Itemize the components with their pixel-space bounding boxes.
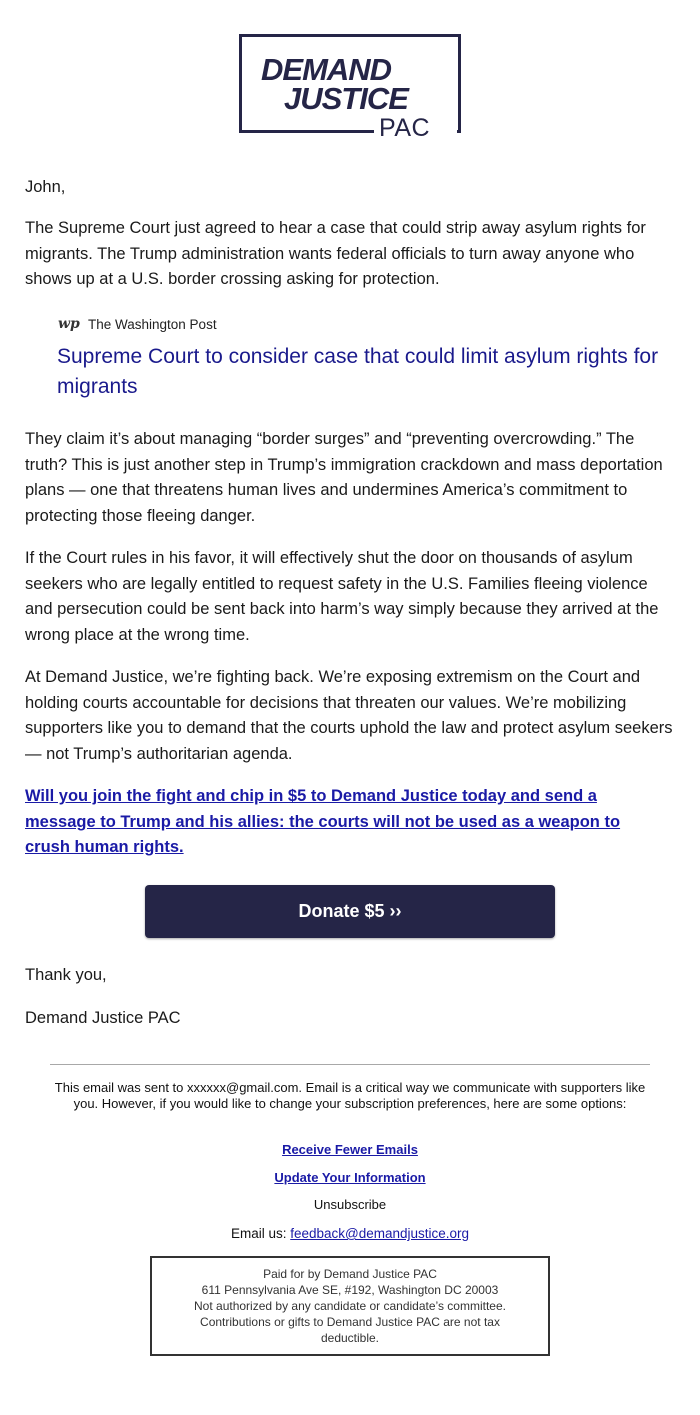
washington-post-icon: wp <box>58 316 80 332</box>
logo-text-demand: DEMAND <box>261 52 392 87</box>
disclaimer-line: Not authorized by any candidate or candidate’s committee. <box>194 1299 506 1313</box>
feedback-email-link[interactable]: feedback@demandjustice.org <box>290 1226 470 1241</box>
subscription-notice: This email was sent to xxxxxx@gmail.com. Email is a critical way we communicate with supporters like you. However, if you would like to change your subscription preferences, here are some options: <box>54 1080 646 1111</box>
donate-cta-link[interactable]: Will you join the fight and chip in $5 to Demand Justice today and send a message to Trump and his allies: the courts will not be used as a weapon to crush human rights. <box>25 787 621 856</box>
greeting: John, <box>25 178 66 196</box>
body-paragraph-2: They claim it’s about managing “border surges” and “preventing overcrowding.” The truth? This is just another step in Trump’s immigration crackdown and mass deportation plans — one that threatens human lives and undermines America’s commitment to protecting those fleeing danger. <box>25 430 663 525</box>
receive-fewer-emails-link[interactable]: Receive Fewer Emails <box>282 1142 418 1157</box>
logo-frame-bottom <box>239 130 374 133</box>
update-information-link[interactable]: Update Your Information <box>274 1170 426 1185</box>
article-source-name: The Washington Post <box>88 316 217 332</box>
contact-email <box>0 1226 700 1241</box>
body-paragraph-4: At Demand Justice, we’re fighting back. We’re exposing extremism on the Court and holding courts accountable for decisions that threaten our values. We’re mobilizing supporters like you to demand that the courts uphold the law and protect asylum seekers — not Trump’s authoritarian agenda. <box>25 668 673 763</box>
donate-button[interactable]: Donate $5 ›› <box>145 885 555 938</box>
article-headline-link[interactable]: Supreme Court to consider case that could limit asylum rights for migrants <box>57 345 659 398</box>
disclaimer-line: Contributions or gifts to Demand Justice PAC are not tax deductible. <box>200 1315 500 1345</box>
logo-text-pac: PAC <box>379 114 431 142</box>
disclaimer-line: 611 Pennsylvania Ave SE, #192, Washington DC 20003 <box>201 1283 499 1297</box>
logo-text-justice: JUSTICE <box>284 81 408 116</box>
disclaimer-line: Paid for by Demand Justice PAC <box>263 1267 437 1281</box>
footer-divider <box>50 1064 650 1065</box>
body-paragraph-3: If the Court rules in his favor, it will effectively shut the door on thousands of asylum seekers who are legally entitled to request safety in the U.S. Families fleeing violence and persecution could be sent back into harm’s way simply because they arrived at the wrong place at the wrong time. <box>25 549 659 644</box>
demand-justice-logo <box>239 34 461 142</box>
body-paragraph-1: The Supreme Court just agreed to hear a case that could strip away asylum rights for migrants. The Trump administration wants federal officials to turn away anyone who shows up at a U.S. border crossing asking for protection. <box>25 219 646 288</box>
signature: Demand Justice PAC <box>25 1009 181 1027</box>
unsubscribe-link[interactable]: Unsubscribe <box>313 1197 387 1212</box>
article-source <box>58 314 217 334</box>
closing-thanks: Thank you, <box>25 966 107 984</box>
contact-email-label: Email us: <box>230 1226 291 1241</box>
logo-frame-corner <box>457 130 460 133</box>
paid-for-disclaimer <box>150 1256 550 1356</box>
